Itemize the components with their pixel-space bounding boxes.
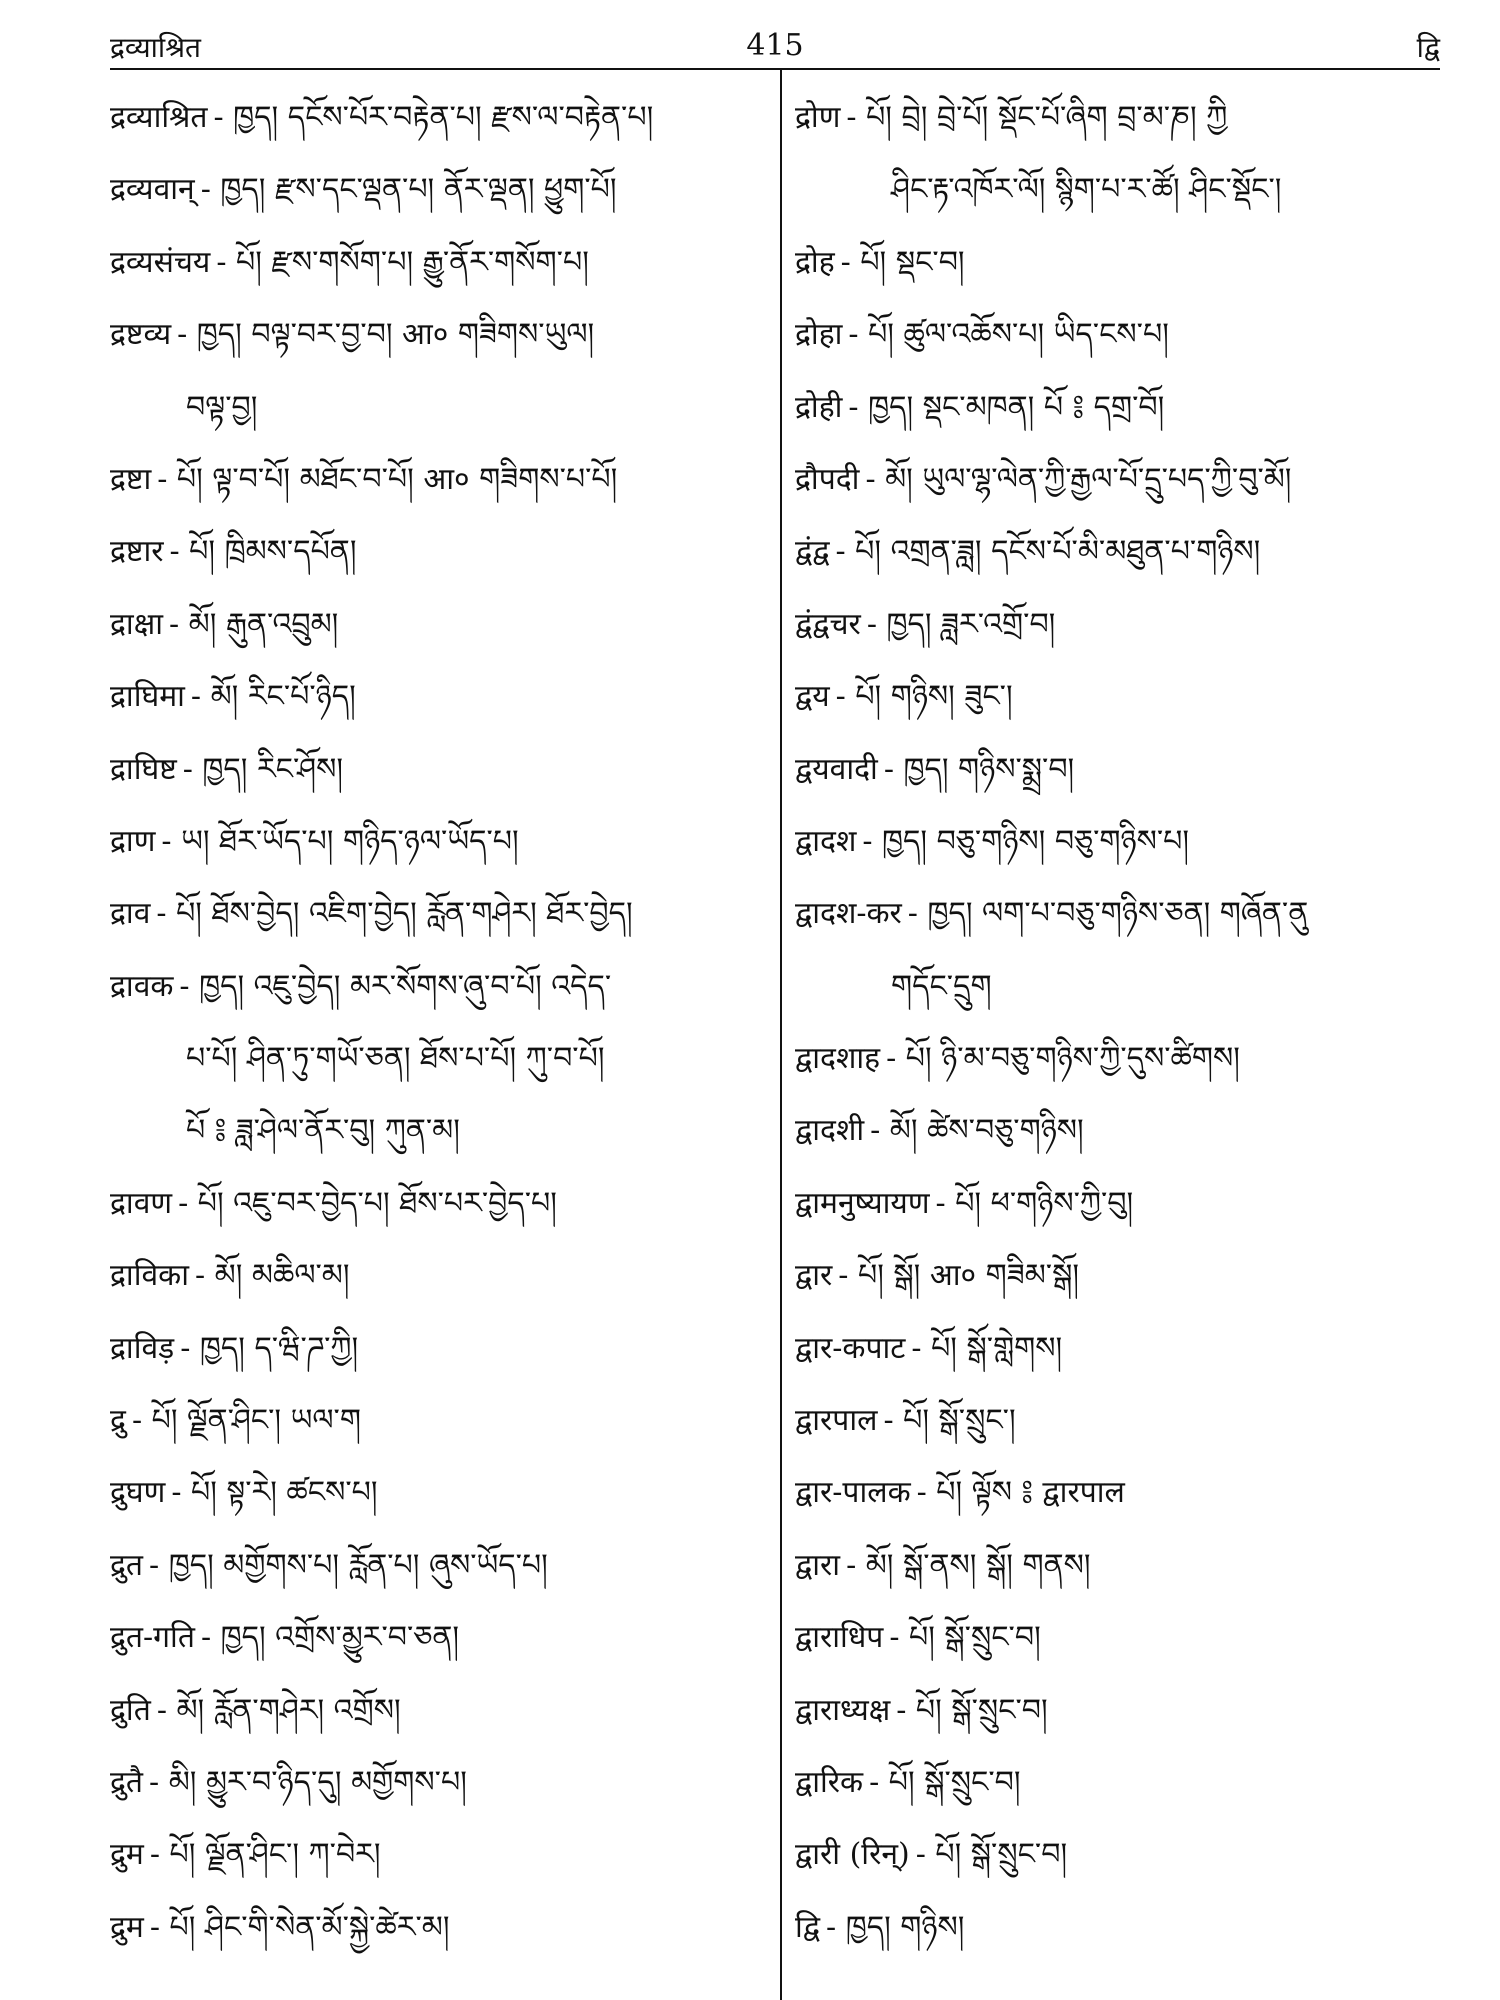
dictionary-entry — [110, 734, 765, 806]
dictionary-entry — [110, 1675, 765, 1747]
definition: - ཡ། ཐོར་ཡོད་པ། གཉིད་ཉལ་ཡོད་པ། — [161, 823, 519, 859]
dictionary-entry — [795, 1602, 1455, 1674]
dictionary-entry — [110, 1602, 765, 1674]
definition: - པོ། ཚུལ་འཆོས་པ། ཡིད་ངས་པ། — [848, 317, 1169, 353]
dictionary-entry — [110, 951, 765, 1023]
headword: द्रुघण — [110, 1475, 166, 1511]
definition: - ཁྱད། བཅུ་གཉིས། བཅུ་གཉིས་པ། — [862, 823, 1190, 859]
dictionary-entry — [110, 806, 765, 878]
headword: द्राक्षा — [110, 606, 163, 642]
definition: - པོ། སྟ་རེ། ཚངས་པ། — [171, 1475, 378, 1511]
definition: - མོ། སྒོ་ནས། སྒོ། གནས། — [846, 1547, 1091, 1583]
header-rule — [110, 68, 1440, 70]
running-head-left: द्रव्याश्रित — [110, 31, 201, 64]
dictionary-entry — [795, 299, 1455, 371]
headword: द्रव्यसंचय — [110, 244, 211, 280]
page-number: 415 — [746, 28, 804, 63]
definition: - པོ། སྒོ་སྲུང་། — [883, 1403, 1016, 1439]
right-column — [795, 82, 1455, 1964]
dictionary-entry — [795, 1313, 1455, 1385]
headword: द्रव्यवान् — [110, 172, 195, 208]
headword: द्रष्टव्य — [110, 317, 172, 353]
headword: द्राविका — [110, 1258, 189, 1294]
definition: - ཁྱད། ཟླར་འགྲོ་བ། — [866, 606, 1056, 642]
dictionary-entry — [110, 82, 765, 154]
dictionary-entry-continuation — [795, 951, 1455, 1023]
left-column — [110, 82, 765, 1964]
definition: - མོ། རློན་གཤེར། འགྲོས། — [156, 1692, 401, 1728]
page-header — [110, 20, 1440, 72]
definition: - པོ། སྒོ་སྲུང་བ། — [896, 1692, 1048, 1728]
dictionary-entry — [795, 1240, 1455, 1312]
dictionary-entry — [110, 661, 765, 733]
headword: द्रु — [110, 1403, 126, 1439]
dictionary-entry — [110, 516, 765, 588]
definition: - པོ། འགྲན་ཟླ། དངོས་པོ་མི་མཐུན་པ་གཉིས། — [835, 534, 1261, 570]
dictionary-entry — [795, 806, 1455, 878]
headword: द्रोण — [795, 100, 841, 135]
headword: द्रुतै — [110, 1764, 144, 1800]
headword: द्रुत — [110, 1547, 144, 1583]
definition: གདོང་དྲུག — [891, 968, 992, 1004]
headword: द्वंद्व — [795, 534, 830, 570]
definition: བལྟ་བྱ། — [186, 389, 258, 425]
definition: - པོ། ཁྲིམས་དཔོན། — [169, 534, 357, 570]
dictionary-entry — [795, 1675, 1455, 1747]
dictionary-entry — [795, 1819, 1455, 1891]
headword: द्वयवादी — [795, 751, 878, 787]
definition: - པོ། ཕ་གཉིས་ཀྱི་བུ། — [935, 1185, 1134, 1221]
headword: द्वार-कपाट — [795, 1330, 906, 1366]
definition: - པོ། བྲེ། བྲེ་པོ། སྡོང་པོ་ཞིག བྲ་མ་ཎ། ཀྱི — [846, 100, 1228, 135]
definition: - མོ། མཆིལ་མ། — [194, 1258, 350, 1294]
dictionary-entry — [795, 661, 1455, 733]
definition: པོ ༔ ཟླ་ཤེལ་ནོར་བུ། ཀུན་མ། — [186, 1113, 460, 1149]
headword: द्वार-पालक — [795, 1475, 911, 1511]
headword: द्राविड़ — [110, 1330, 175, 1366]
definition: - པོ། སྒོ་སྲུང་བ། — [889, 1620, 1041, 1656]
dictionary-entry — [110, 1819, 765, 1891]
headword: द्रुम — [110, 1837, 144, 1873]
headword: द्वारी (रिन्) — [795, 1837, 910, 1873]
dictionary-entry — [110, 1313, 765, 1385]
headword: द्रोही — [795, 389, 843, 425]
definition: - པོ། ལྗོན་ཤིང་། ཡལ་ག — [131, 1403, 361, 1439]
definition: - ཁྱད། གཉིས། — [826, 1909, 965, 1945]
definition: - ཁྱད། རིང་ཤོས། — [182, 751, 344, 787]
headword: द्वादश — [795, 823, 857, 859]
headword: द्रौपदी — [795, 461, 860, 497]
definition: - ཁྱད། འགྲོས་མྱུར་བ་ཅན། — [200, 1620, 460, 1656]
dictionary-entry — [110, 589, 765, 661]
dictionary-entry — [110, 1747, 765, 1819]
headword: द्रष्टार — [110, 534, 164, 570]
dictionary-entry-continuation — [110, 372, 765, 444]
headword: द्वादशी — [795, 1113, 865, 1149]
definition: - པོ། ཐོས་བྱེད། འཇིག་བྱེད། རློན་གཤེར། ཐོར་བྱེད། — [156, 896, 633, 932]
dictionary-entry — [795, 1168, 1455, 1240]
definition: - ཁྱད། ལག་པ་བཅུ་གཉིས་ཅན། གཞོན་ནུ — [907, 896, 1309, 932]
headword: द्वामनुष्यायण — [795, 1185, 930, 1221]
dictionary-entry — [795, 516, 1455, 588]
headword: द्रुत-गति — [110, 1620, 195, 1656]
definition: - ཁྱད། གཉིས་སྨྲ་བ། — [883, 751, 1075, 787]
definition: པ་པོ། ཤིན་ཏུ་གཡོ་ཅན། ཐོས་པ་པོ། ཀུ་བ་པོ། — [186, 1041, 605, 1077]
dictionary-entry — [110, 1457, 765, 1529]
definition: - ཁྱད། ད་ཝི་ཌ་ཀྱི། — [180, 1330, 359, 1366]
headword: द्रुति — [110, 1692, 151, 1728]
headword: द्वि — [795, 1909, 821, 1945]
dictionary-entry — [795, 227, 1455, 299]
definition: - ཁྱད། བལྟ་བར་བྱ་བ། आ० གཟིགས་ཡུལ། — [177, 317, 595, 353]
headword: द्रव्याश्रित — [110, 100, 208, 135]
dictionary-entry — [795, 734, 1455, 806]
definition: - ཁྱད། མགྱོགས་པ། རློན་པ། ཞུས་ཡོད་པ། — [149, 1547, 548, 1583]
definition: - མོ། རིང་པོ་ཉིད། — [190, 679, 356, 715]
headword: द्वय — [795, 679, 830, 715]
dictionary-entry — [795, 372, 1455, 444]
headword: द्रुम — [110, 1909, 144, 1945]
dictionary-entry — [110, 1240, 765, 1312]
headword: द्रावण — [110, 1185, 173, 1221]
headword: द्वादशाह — [795, 1041, 881, 1077]
definition: - པོ། སྒོ། आ० གཟིམ་སྒོ། — [838, 1258, 1079, 1294]
dictionary-entry — [795, 82, 1455, 154]
definition: ཤིང་རྟ་འཁོར་ལོ། སྙིག་པ་ར་ཚོ། ཤིང་སྡོང་། — [891, 172, 1282, 208]
dictionary-entry — [110, 1530, 765, 1602]
dictionary-entry — [795, 1095, 1455, 1167]
headword: द्राण — [110, 823, 156, 859]
definition: - མོ། ཚེས་བཅུ་གཉིས། — [870, 1113, 1084, 1149]
definition: - པོ། སྒོ་གླེགས། — [911, 1330, 1063, 1366]
definition: - པོ། འཇུ་བར་བྱེད་པ། ཐོས་པར་བྱེད་པ། — [178, 1185, 557, 1221]
dictionary-entry — [795, 1385, 1455, 1457]
headword: द्राघिमा — [110, 679, 185, 715]
definition: - པོ། ལྟོས ༔ द्वारपाल — [916, 1475, 1125, 1511]
definition: - པོ། གཉིས། ཟུང་། — [835, 679, 1013, 715]
definition: - མོ། ཡུལ་ལྷ་ལེན་ཀྱི་རྒྱལ་པོ་དྲུ་པད་ཀྱི་བུ་མོ། — [865, 461, 1292, 497]
headword: द्रोह — [795, 244, 835, 280]
definition: - ཁྱད། སྡང་མཁན། པོ ༔ དགྲ་བོ། — [848, 389, 1165, 425]
definition: - པོ། སྡང་བ། — [840, 244, 965, 280]
dictionary-entry — [795, 444, 1455, 516]
definition: - པོ། ལྗོན་ཤིང་། ཀ་བེར། — [149, 1837, 381, 1873]
definition: - པོ། སྒོ་སྲུང་བ། — [869, 1764, 1021, 1800]
dictionary-entry — [795, 1023, 1455, 1095]
headword: द्रावक — [110, 968, 174, 1004]
definition: - མི། མྱུར་བ་ཉིད་དུ། མགྱོགས་པ། — [149, 1764, 467, 1800]
dictionary-entry — [795, 878, 1455, 950]
dictionary-entry — [110, 227, 765, 299]
dictionary-entry — [795, 1530, 1455, 1602]
definition: - པོ། རྫས་གསོག་པ། རྒྱུ་ནོར་གསོག་པ། — [216, 244, 589, 280]
dictionary-entry — [110, 299, 765, 371]
dictionary-entry-continuation — [795, 154, 1455, 226]
dictionary-entry — [110, 154, 765, 226]
dictionary-entry — [795, 1747, 1455, 1819]
headword: द्वंद्वचर — [795, 606, 861, 642]
dictionary-entry — [795, 1892, 1455, 1964]
definition: - པོ། ལྟ་བ་པོ། མཐོང་བ་པོ། आ० གཟིགས་པ་པོ། — [157, 461, 618, 497]
headword: द्राघिष्ट — [110, 751, 177, 787]
definition: - པོ། ཤིང་གི་སེན་མོ་སྐྱེ་ཚེར་མ། — [149, 1909, 450, 1945]
definition: - མོ། རྒུན་འབྲུམ། — [168, 606, 339, 642]
headword: द्वारा — [795, 1547, 841, 1583]
dictionary-entry — [110, 1892, 765, 1964]
headword: द्वारपाल — [795, 1403, 878, 1439]
headword: द्वाराध्यक्ष — [795, 1692, 891, 1728]
headword: द्वादश-कर — [795, 896, 902, 932]
definition: - པོ། སྒོ་སྲུང་བ། — [915, 1837, 1068, 1873]
headword: द्वाराधिप — [795, 1620, 884, 1656]
dictionary-entry — [110, 878, 765, 950]
running-head-right: द्वि — [1416, 31, 1440, 64]
definition: - པོ། ཉི་མ་བཅུ་གཉིས་ཀྱི་དུས་ཚིགས། — [886, 1041, 1240, 1077]
definition: - ཁྱད། དངོས་པོར་བརྟེན་པ། རྫས་ལ་བརྟེན་པ། — [213, 100, 654, 135]
column-divider — [780, 70, 782, 2000]
dictionary-entry-continuation — [110, 1023, 765, 1095]
dictionary-entry — [795, 1457, 1455, 1529]
headword: द्रोहा — [795, 317, 843, 353]
headword: द्वारिक — [795, 1764, 864, 1800]
dictionary-entry — [110, 1385, 765, 1457]
headword: द्वार — [795, 1258, 833, 1294]
dictionary-entry-continuation — [110, 1095, 765, 1167]
headword: द्रष्टा — [110, 461, 152, 497]
headword: द्राव — [110, 896, 151, 932]
dictionary-entry — [110, 1168, 765, 1240]
definition: - ཁྱད། རྫས་དང་ལྡན་པ། ནོར་ལྡན། ཕྱུག་པོ། — [200, 172, 617, 208]
dictionary-entry — [795, 589, 1455, 661]
dictionary-entry — [110, 444, 765, 516]
definition: - ཁྱད། འཇུ་བྱེད། མར་སོགས་ཞུ་བ་པོ། འདེད་ — [179, 968, 612, 1004]
